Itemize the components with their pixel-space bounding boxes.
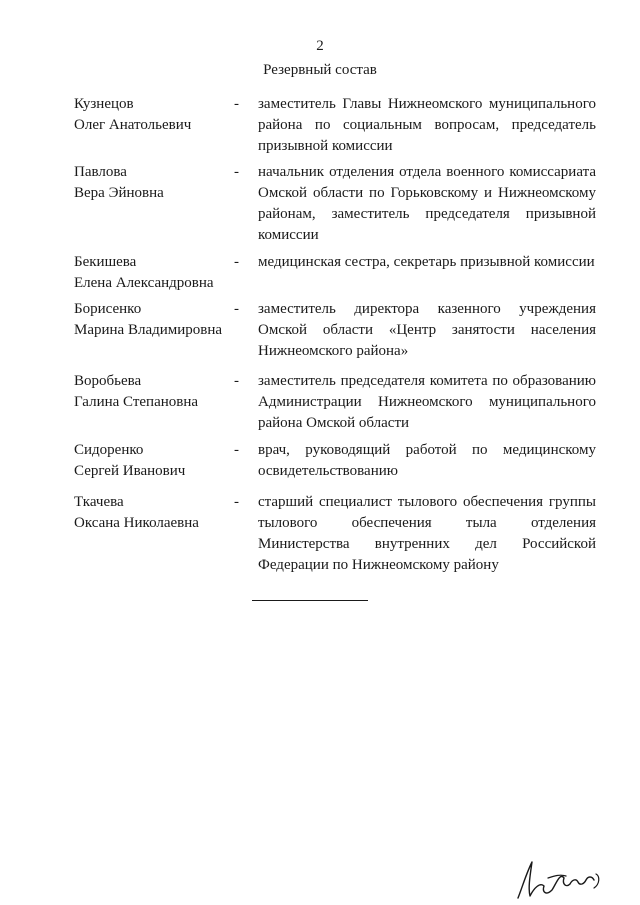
member-given-names: Сергей Иванович [74, 463, 186, 479]
member-role: заместитель Главы Нижнеомского муниципального района по социальным вопросам, председатель призывной комиссии [258, 96, 596, 154]
member-given-names: Вера Эйновна [74, 185, 164, 201]
dash-separator: - [234, 494, 239, 510]
dash-separator: - [234, 373, 239, 389]
member-name [74, 94, 234, 136]
member-given-names: Елена Александровна [74, 275, 214, 291]
member-name [74, 252, 234, 294]
section-title: Резервный состав [263, 62, 377, 78]
member-given-names: Оксана Николаевна [74, 515, 199, 531]
member-surname: Кузнецов [74, 96, 134, 112]
end-divider-line [252, 600, 368, 601]
dash-separator: - [234, 254, 239, 270]
member-name [74, 162, 234, 204]
member-surname: Борисенко [74, 301, 142, 317]
member-role: начальник отделения отдела военного комиссариата Омской области по Горьковскому и Нижнеомскому районам, заместитель председателя призывной комиссии [258, 164, 596, 243]
member-role: заместитель директора казенного учреждения Омской области «Центр занятости населения Нижнеомского района» [258, 301, 596, 359]
page-number: 2 [316, 38, 324, 54]
dash-separator: - [234, 301, 239, 317]
member-name [74, 371, 234, 413]
member-role: врач, руководящий работой по медицинскому освидетельствованию [258, 442, 596, 479]
handwritten-signature-icon [508, 848, 608, 902]
member-name [74, 440, 234, 482]
dash-separator: - [234, 442, 239, 458]
member-given-names: Галина Степановна [74, 394, 199, 410]
member-surname: Бекишева [74, 254, 137, 270]
dash-separator: - [234, 164, 239, 180]
member-surname: Воробьева [74, 373, 142, 389]
dash-separator: - [234, 96, 239, 112]
member-name [74, 299, 234, 341]
member-role: заместитель председателя комитета по образованию Администрации Нижнеомского муниципального района Омской области [258, 373, 596, 431]
member-role: старший специалист тылового обеспечения группы тылового обеспечения тыла отделения Министерства внутренних дел Российской Федерации по Нижнеомскому району [258, 494, 596, 573]
member-name [74, 492, 234, 534]
member-role: медицинская сестра, секретарь призывной комиссии [258, 254, 595, 270]
member-given-names: Марина Владимировна [74, 322, 223, 338]
member-given-names: Олег Анатольевич [74, 117, 192, 133]
member-surname: Сидоренко [74, 442, 144, 458]
member-surname: Ткачева [74, 494, 124, 510]
member-surname: Павлова [74, 164, 127, 180]
